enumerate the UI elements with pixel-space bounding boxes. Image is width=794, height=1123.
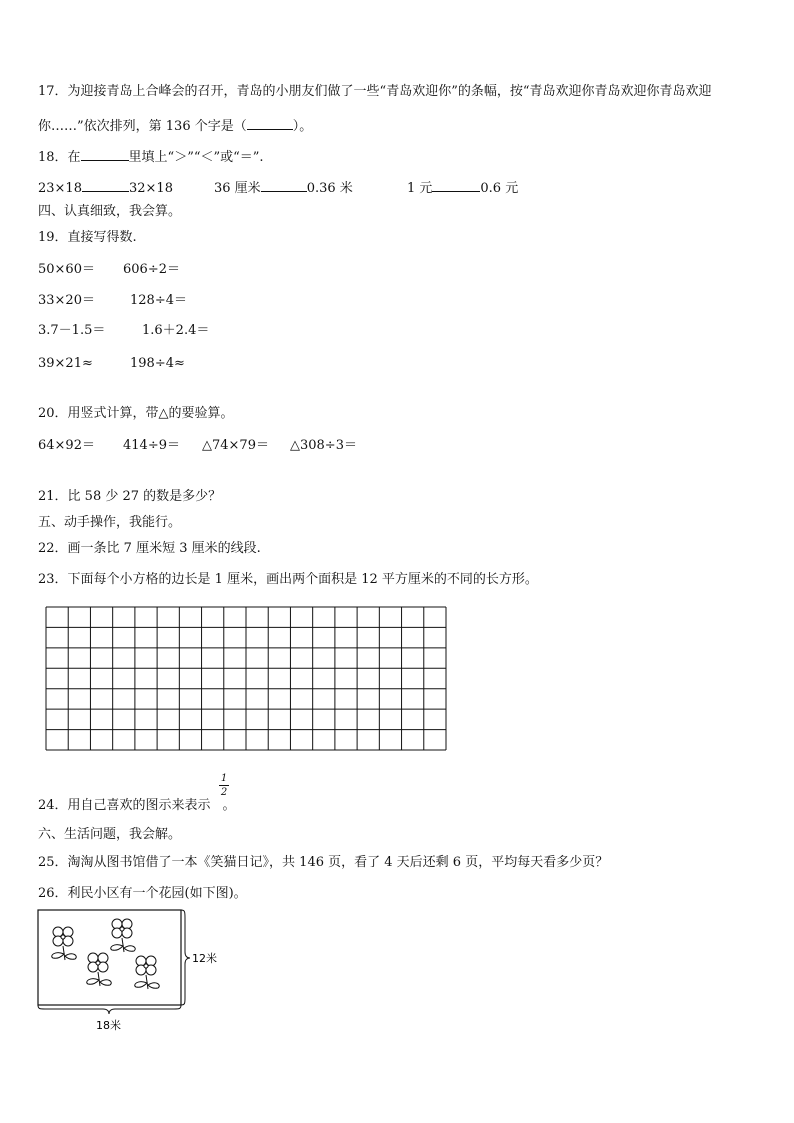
q24-fraction [219, 773, 229, 798]
width-label: 18米 [96, 1019, 121, 1032]
fraction-bar [219, 785, 229, 786]
q18-stem-blank [81, 146, 129, 161]
q19-row [130, 292, 187, 310]
q19-problem: 198÷4≈ [130, 356, 185, 371]
q26-stem: 26．利民小区有一个花园(如下图)。 [38, 886, 247, 901]
q23-stem: 23．下面每个小方格的边长是 1 厘米，画出两个面积是 12 平方厘米的不同的长方形。 [38, 572, 538, 587]
q18-item-3-right: 0.6 元 [480, 181, 519, 196]
height-label: 12米 [192, 952, 217, 965]
q23-square-grid[interactable] [45, 606, 447, 751]
q19-row [130, 355, 185, 373]
q17-line2 [38, 115, 312, 136]
q18-item-2 [214, 177, 353, 198]
garden-diagram [35, 908, 235, 1033]
section-6-heading: 六、生活问题，我会解。 [38, 827, 182, 842]
section-5-heading: 五、动手操作，我能行。 [38, 515, 182, 530]
q18-item-1 [38, 177, 173, 198]
q24-stem [38, 797, 236, 815]
q19-stem: 19．直接写得数. [38, 230, 137, 245]
q19-problem: 3.7－1.5＝ [38, 323, 106, 338]
section-4-heading: 四、认真细致，我会算。 [38, 204, 182, 219]
q20-stem: 20．用竖式计算，带△的要验算。 [38, 406, 234, 421]
q22-stem: 22．画一条比 7 厘米短 3 厘米的线段. [38, 541, 261, 556]
q17-line1: 17．为迎接青岛上合峰会的召开，青岛的小朋友们做了一些“青岛欢迎你”的条幅，按“青岛欢迎你青岛欢迎你青岛欢迎 [38, 84, 712, 99]
q19-problem: 606÷2＝ [123, 262, 180, 277]
q17-text-b: ）。 [292, 119, 313, 134]
q20-item: △74×79＝ [202, 438, 269, 453]
q18-item-1-right: 32×18 [128, 181, 173, 196]
q24-text: 24．用自己喜欢的图示来表示 [38, 798, 211, 813]
q18-stem-a: 18．在 [38, 150, 81, 165]
q19-problem: 128÷4＝ [130, 293, 187, 308]
q18-stem-b: 里填上“＞”“＜”或“＝”. [128, 150, 264, 165]
q18-item-3-blank[interactable] [432, 177, 480, 192]
q19-row [38, 355, 93, 373]
flower-icon [135, 956, 160, 989]
q19-row [123, 261, 180, 279]
q19-problem: 33×20＝ [38, 293, 95, 308]
q25-stem: 25．淘淘从图书馆借了一本《笑猫日记》，共 146 页，看了 4 天后还剩 6 页，平均每天看多少页？ [38, 855, 609, 870]
q18-item-3-left: 1 元 [407, 181, 433, 196]
fraction-denominator: 2 [220, 787, 228, 798]
width-brace [38, 1005, 181, 1014]
q20-item: 414÷9＝ [123, 438, 180, 453]
q19-row [38, 322, 105, 340]
flower-icon [52, 927, 77, 960]
q24-tail: 。 [222, 798, 236, 813]
q17-answer-blank[interactable] [247, 115, 293, 130]
height-brace [181, 910, 190, 1005]
q18-item-2-blank[interactable] [261, 177, 307, 192]
q19-problem: 50×60＝ [38, 262, 95, 277]
q20-item: △308÷3＝ [290, 438, 357, 453]
q19-row [38, 261, 95, 279]
q18-item-3 [407, 177, 518, 198]
q21-stem: 21．比 58 少 27 的数是多少？ [38, 489, 222, 504]
q19-row [142, 322, 209, 340]
q19-problem: 1.6＋2.4＝ [142, 323, 210, 338]
q17-text-a: 你……”依次排列，第 136 个字是（ [38, 119, 247, 134]
q19-problem: 39×21≈ [38, 356, 93, 371]
q20-item: 64×92＝ [38, 438, 95, 453]
flower-icon [87, 953, 112, 986]
q18-stem [38, 146, 264, 167]
fraction-numerator: 1 [220, 773, 228, 784]
q18-item-2-left: 36 厘米 [214, 181, 261, 196]
q18-item-2-right: 0.36 米 [306, 181, 353, 196]
flower-icon [111, 919, 136, 952]
q19-row [38, 292, 95, 310]
q18-item-1-left: 23×18 [38, 181, 82, 196]
q18-item-1-blank[interactable] [82, 177, 129, 192]
